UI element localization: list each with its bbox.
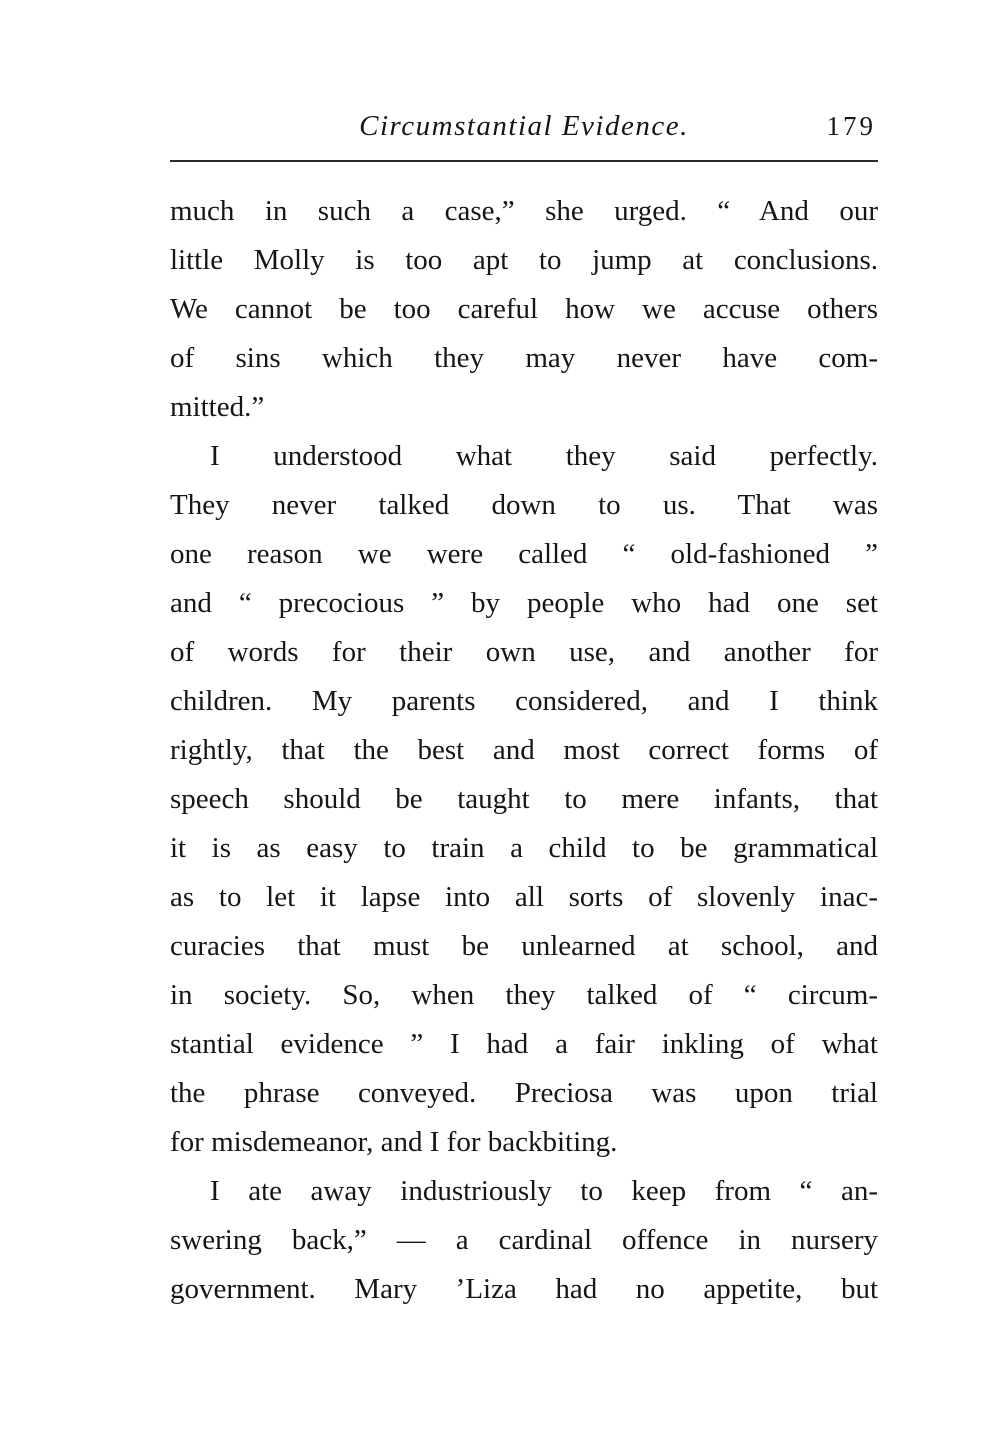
text-line: for misdemeanor, and I for backbiting. [170, 1126, 618, 1158]
text-line: We cannot be too careful how we accuse others [170, 293, 878, 325]
text-line: They never talked down to us. That was [170, 489, 878, 521]
text-line: as to let it lapse into all sorts of slovenly inac- [170, 881, 878, 913]
text-block [170, 104, 878, 1314]
text-line: I understood what they said perfectly. [210, 440, 878, 472]
text-line: rightly, that the best and most correct forms of [170, 734, 878, 766]
text-line: children. My parents considered, and I think [170, 685, 878, 717]
text-line: curacies that must be unlearned at school, and [170, 930, 878, 962]
page-number: 179 [826, 111, 876, 141]
header-title: Circumstantial Evidence. [359, 110, 689, 142]
text-line: of sins which they may never have com- [170, 342, 878, 374]
text-line: the phrase conveyed. Preciosa was upon trial [170, 1077, 878, 1109]
paragraph-1 [170, 187, 878, 432]
paragraph-2 [170, 432, 878, 1167]
text-line: speech should be taught to mere infants, that [170, 783, 878, 815]
text-line: stantial evidence ” I had a fair inkling of what [170, 1028, 878, 1060]
text-line: much in such a case,” she urged. “ And our [170, 195, 878, 227]
text-line: it is as easy to train a child to be grammatical [170, 832, 878, 864]
text-line: of words for their own use, and another for [170, 636, 878, 668]
header-rule [170, 160, 878, 162]
text-line: mitted.” [170, 391, 265, 423]
text-line: government. Mary ’Liza had no appetite, but [170, 1273, 878, 1305]
text-line: swering back,” — a cardinal offence in nursery [170, 1224, 878, 1256]
text-line: and “ precocious ” by people who had one set [170, 587, 878, 619]
text-line: in society. So, when they talked of “ circum- [170, 979, 878, 1011]
body-text [170, 187, 878, 1314]
paragraph-3 [170, 1167, 878, 1314]
running-header [170, 104, 878, 148]
text-line: little Molly is too apt to jump at conclusions. [170, 244, 878, 276]
text-line: I ate away industriously to keep from “ an- [210, 1175, 878, 1207]
text-line: one reason we were called “ old-fashioned ” [170, 538, 878, 570]
